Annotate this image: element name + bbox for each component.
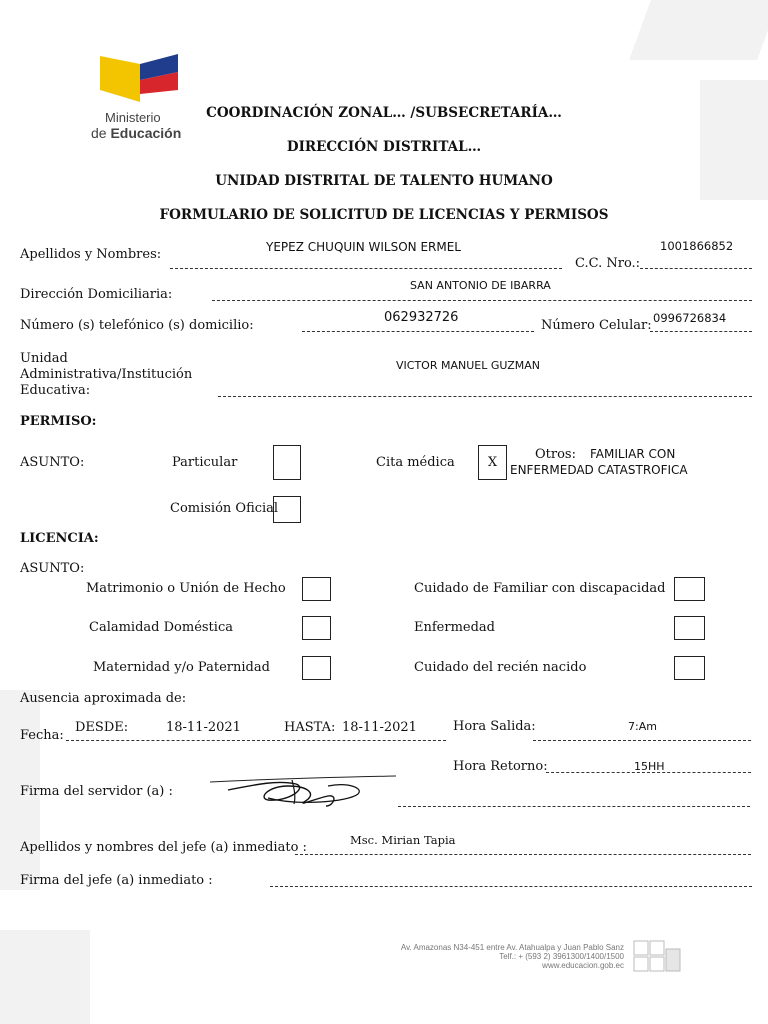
heading-formulario: FORMULARIO DE SOLICITUD DE LICENCIAS Y PERMISOS xyxy=(159,207,609,223)
maternidad-checkbox[interactable] xyxy=(302,656,331,680)
cc-label: C.C. Nro.: xyxy=(575,256,641,271)
names-value[interactable]: YEPEZ CHUQUIN WILSON ERMEL xyxy=(266,240,461,254)
hora-retorno-label: Hora Retorno: xyxy=(453,759,548,774)
jefe-nombre-label: Apellidos y nombres del jefe (a) inmediato : xyxy=(20,840,307,855)
jefe-nombre-line xyxy=(295,854,751,855)
cc-line xyxy=(640,268,752,269)
fecha-label: Fecha: xyxy=(20,728,64,743)
logo-text-ministerio: Ministerio xyxy=(105,110,161,125)
address-value[interactable]: SAN ANTONIO DE IBARRA xyxy=(410,279,551,292)
unit-label-line3: Educativa: xyxy=(20,383,91,398)
heading-unidad: UNIDAD DISTRITAL DE TALENTO HUMANO xyxy=(215,173,553,189)
logo-text-prefix: de xyxy=(91,125,111,141)
cell-value[interactable]: 0996726834 xyxy=(653,311,727,325)
cuidado-discapacidad-checkbox[interactable] xyxy=(674,577,705,601)
calamidad-checkbox[interactable] xyxy=(302,616,331,640)
maternidad-label: Maternidad y/o Paternidad xyxy=(93,660,270,675)
phone-value[interactable]: 062932726 xyxy=(384,310,459,325)
comision-label: Comisión Oficial xyxy=(170,501,279,516)
matrimonio-checkbox[interactable] xyxy=(302,577,331,601)
cita-medica-checkbox[interactable]: X xyxy=(478,445,507,480)
enfermedad-checkbox[interactable] xyxy=(674,616,705,640)
permiso-asunto-label: ASUNTO: xyxy=(20,455,85,470)
hora-retorno-value[interactable]: 15HH xyxy=(634,760,665,773)
flag-icon xyxy=(100,50,180,102)
names-label: Apellidos y Nombres: xyxy=(20,247,162,262)
ministerio-logo xyxy=(91,50,192,145)
unit-label-line2: Administrativa/Institución xyxy=(20,367,193,382)
unit-line xyxy=(218,396,752,397)
fecha-line xyxy=(66,740,446,741)
recien-nacido-label: Cuidado del recién nacido xyxy=(414,660,587,675)
phone-label: Número (s) telefónico (s) domicilio: xyxy=(20,318,254,333)
firma-servidor-line xyxy=(398,806,750,807)
hasta-label: HASTA: xyxy=(284,720,336,735)
heading-direccion: DIRECCIÓN DISTRITAL… xyxy=(286,139,482,155)
footer-line1: Av. Amazonas N34-451 entre Av. Atahualpa y Juan Pablo Sanz xyxy=(400,943,624,952)
otros-value-line1[interactable]: FAMILIAR CON xyxy=(590,447,676,461)
hasta-value[interactable]: 18-11-2021 xyxy=(342,720,417,735)
cell-label: Número Celular: xyxy=(541,318,652,333)
address-line xyxy=(212,300,752,301)
phone-line xyxy=(302,331,534,332)
hora-salida-label: Hora Salida: xyxy=(453,719,536,734)
desde-label: DESDE: xyxy=(75,720,129,735)
particular-label: Particular xyxy=(172,455,238,470)
otros-label: Otros: xyxy=(535,447,576,462)
jefe-firma-label: Firma del jefe (a) inmediato : xyxy=(20,873,213,888)
unit-label-line1: Unidad xyxy=(20,351,68,366)
footer-line3: www.educacion.gob.ec xyxy=(542,961,624,970)
names-line xyxy=(170,268,562,269)
cc-value[interactable]: 1001866852 xyxy=(660,239,734,253)
hora-salida-value[interactable]: 7:Am xyxy=(628,720,657,733)
comision-checkbox[interactable] xyxy=(273,496,301,523)
particular-checkbox[interactable] xyxy=(273,445,301,480)
firma-servidor-label: Firma del servidor (a) : xyxy=(20,784,173,799)
recien-nacido-checkbox[interactable] xyxy=(674,656,705,680)
matrimonio-label: Matrimonio o Unión de Hecho xyxy=(86,581,286,596)
footer-line2: Telf.: + (593 2) 3961300/1400/1500 xyxy=(499,952,624,961)
jefe-firma-line xyxy=(270,886,752,887)
cell-line xyxy=(650,331,752,332)
footer-address xyxy=(300,943,624,970)
licencia-asunto-label: ASUNTO: xyxy=(20,561,85,576)
calamidad-label: Calamidad Doméstica xyxy=(89,620,233,635)
background-decoration xyxy=(0,930,90,1024)
hora-salida-line xyxy=(533,740,751,741)
handwritten-signature xyxy=(208,772,398,812)
licencia-title: LICENCIA: xyxy=(20,531,99,546)
enfermedad-label: Enfermedad xyxy=(414,620,495,635)
background-decoration xyxy=(629,0,768,60)
permiso-title: PERMISO: xyxy=(20,414,97,429)
unit-value[interactable]: VICTOR MANUEL GUZMAN xyxy=(396,359,540,372)
logo-text-bold: Educación xyxy=(110,125,182,141)
jefe-nombre-value[interactable]: Msc. Mirian Tapia xyxy=(350,833,456,847)
cuidado-discapacidad-label: Cuidado de Familiar con discapacidad xyxy=(414,581,666,596)
building-icon xyxy=(633,940,683,974)
heading-coordinacion: COORDINACIÓN ZONAL… /SUBSECRETARÍA… xyxy=(206,105,562,121)
cita-medica-label: Cita médica xyxy=(376,455,455,470)
hora-retorno-line xyxy=(546,772,751,773)
desde-value[interactable]: 18-11-2021 xyxy=(166,720,241,735)
ausencia-label: Ausencia aproximada de: xyxy=(20,691,187,706)
otros-value-line2[interactable]: ENFERMEDAD CATASTROFICA xyxy=(510,463,688,477)
address-label: Dirección Domiciliaria: xyxy=(20,287,173,302)
